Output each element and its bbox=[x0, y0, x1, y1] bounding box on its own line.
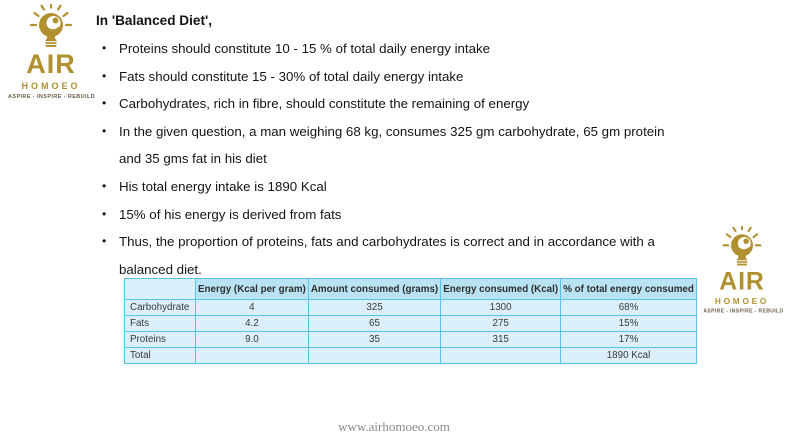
table-cell: 4.2 bbox=[196, 316, 309, 332]
list-item bbox=[96, 63, 690, 91]
brand-tagline: ASPIRE - INSPIRE - REBUILD bbox=[8, 94, 96, 100]
table-cell: 275 bbox=[441, 316, 561, 332]
slide-content bbox=[96, 7, 690, 283]
bullet-text: In the given question, a man weighing 68 kg, consumes 325 gm carbohydrate, 65 gm protein and 35 gms fat in his diet bbox=[119, 123, 665, 167]
bullet-icon: • bbox=[102, 178, 107, 193]
logo-bottom-right bbox=[703, 226, 784, 315]
list-item bbox=[96, 118, 690, 173]
table-cell: 68% bbox=[561, 300, 697, 316]
bullet-icon: • bbox=[102, 206, 107, 221]
table-row bbox=[125, 316, 697, 332]
row-label: Fats bbox=[125, 316, 196, 332]
brand-tagline: ASPIRE - INSPIRE - REBUILD bbox=[703, 308, 784, 315]
table-cell: 15% bbox=[561, 316, 697, 332]
table-cell: 1890 Kcal bbox=[561, 348, 697, 364]
table-cell: 315 bbox=[441, 332, 561, 348]
list-item bbox=[96, 90, 690, 118]
table-cell bbox=[196, 348, 309, 364]
table-row bbox=[125, 348, 697, 364]
bullet-icon: • bbox=[102, 234, 107, 249]
table-row bbox=[125, 332, 697, 348]
table-header-row bbox=[125, 279, 697, 300]
bullet-list bbox=[96, 35, 690, 283]
website-footer: www.airhomoeo.com bbox=[338, 419, 450, 434]
bullet-text: His total energy intake is 1890 Kcal bbox=[119, 178, 327, 194]
lightbulb-idea-icon bbox=[29, 4, 73, 50]
bullet-text: Carbohydrates, rich in fibre, should constitute the remaining of energy bbox=[119, 96, 530, 112]
bullet-icon: • bbox=[102, 41, 107, 55]
bullet-text: Proteins should constitute 10 - 15 % of total daily energy intake bbox=[119, 41, 491, 56]
list-item bbox=[96, 35, 690, 63]
page-title: In 'Balanced Diet', bbox=[96, 13, 212, 28]
brand-subname: HOMOEO bbox=[714, 296, 770, 307]
table-header-cell: Energy consumed (Kcal) bbox=[441, 279, 561, 300]
bullet-icon: • bbox=[102, 96, 107, 111]
table-cell: 65 bbox=[308, 316, 440, 332]
table-header-cell bbox=[125, 279, 196, 300]
table-cell: 9.0 bbox=[196, 332, 309, 348]
bullet-text: Thus, the proportion of proteins, fats and carbohydrates is correct and in accordance with a balanced diet. bbox=[119, 234, 655, 277]
table-cell bbox=[441, 348, 561, 364]
table-cell: 325 bbox=[308, 300, 440, 316]
brand-name: AIR bbox=[719, 267, 765, 295]
bullet-text: 15% of his energy is derived from fats bbox=[119, 206, 342, 222]
table-header-cell: Energy (Kcal per gram) bbox=[196, 279, 309, 300]
brand-name: AIR bbox=[26, 49, 76, 79]
row-label: Total bbox=[125, 348, 196, 364]
list-item bbox=[96, 201, 690, 229]
table-header-cell: % of total energy consumed bbox=[561, 279, 697, 300]
bullet-icon: • bbox=[102, 123, 107, 138]
table-cell: 1300 bbox=[441, 300, 561, 316]
row-label: Proteins bbox=[125, 332, 196, 348]
table-cell bbox=[308, 348, 440, 364]
table-cell: 17% bbox=[561, 332, 697, 348]
table-header-cell: Amount consumed (grams) bbox=[308, 279, 440, 300]
row-label: Carbohydrate bbox=[125, 300, 196, 316]
list-item bbox=[96, 228, 690, 283]
bullet-text: Fats should constitute 15 - 30% of total daily energy intake bbox=[119, 68, 464, 84]
list-item bbox=[96, 173, 690, 201]
logo-top-left bbox=[8, 4, 94, 100]
nutrition-table bbox=[124, 278, 697, 364]
lightbulb-idea-icon bbox=[722, 226, 762, 268]
table-row bbox=[125, 300, 697, 316]
table-cell: 35 bbox=[308, 332, 440, 348]
bullet-icon: • bbox=[102, 68, 107, 83]
brand-subname: HOMOEO bbox=[21, 81, 81, 91]
table-cell: 4 bbox=[196, 300, 309, 316]
